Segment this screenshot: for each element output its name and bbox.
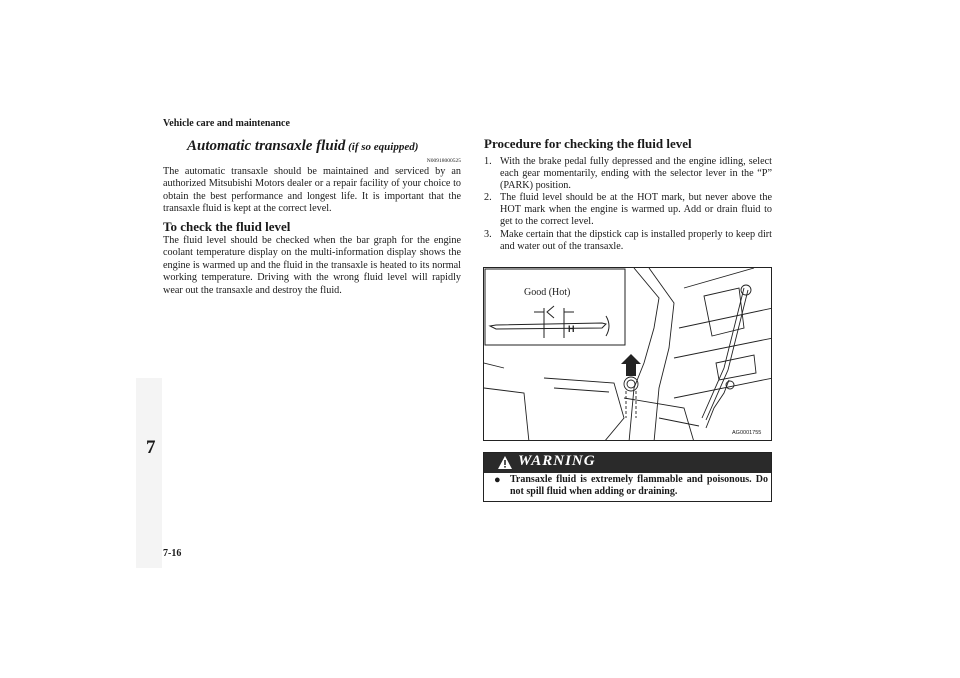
procedure-steps [484,156,772,253]
warning-title: WARNING [518,453,596,469]
warning-text: Transaxle fluid is extremely flammable and poisonous. Do not spill fluid when adding or draining. [510,474,768,497]
warning-header [484,453,771,473]
chapter-tab [136,378,162,568]
warning-bullet: ● [494,474,501,486]
step-text: The fluid level should be at the HOT mark, but never above the HOT mark when the engine is warmed up. Add or drain fluid to get to the correct level. [500,192,772,227]
hot-mark-label: H [568,324,575,334]
procedure-step [484,192,772,227]
step-number: 2. [484,192,492,204]
step-text: Make certain that the dipstick cap is installed properly to keep dirt and water out of the transaxle. [500,228,772,252]
figure-code: AG0001755 [732,430,762,436]
section-code: N00918000525 [426,158,461,164]
procedure-step [484,229,772,253]
subheading: To check the fluid level [163,219,291,234]
warning-box [483,452,772,502]
intro-paragraph: The automatic transaxle should be maintained and serviced by an authorized Mitsubishi Motors dealer or a repair facility of your choice to obtain the best performance and longest life. It is important that the transaxle fluid is kept at the correct level. [163,166,461,215]
body-paragraph: The fluid level should be checked when the bar graph for the engine coolant temperature display on the multi-information display shows the engine is warmed up and the fluid in the transaxle is heated to its normal working temperature. Driving with the wrong fluid level will rapidly wear out the transaxle and destroy the fluid. [163,235,461,296]
chapter-number: 7 [146,437,156,458]
section-title-main: Automatic transaxle fluid [187,138,346,154]
procedure-step [484,156,772,191]
step-number: 3. [484,228,492,240]
step-number: 1. [484,156,492,167]
warning-triangle-icon [498,456,512,469]
running-header: Vehicle care and maintenance [163,118,290,129]
section-title [187,138,418,155]
step-text: With the brake pedal fully depressed and the engine idling, select each gear momentarily, ending with the selector lever in the “P” (PARK) position. [500,156,772,191]
procedure-heading: Procedure for checking the fluid level [484,136,692,151]
section-title-suffix: (if so equipped) [345,141,419,153]
dipstick-figure [483,267,772,441]
page-number: 7-16 [163,548,182,559]
inset-label: Good (Hot) [524,287,571,298]
